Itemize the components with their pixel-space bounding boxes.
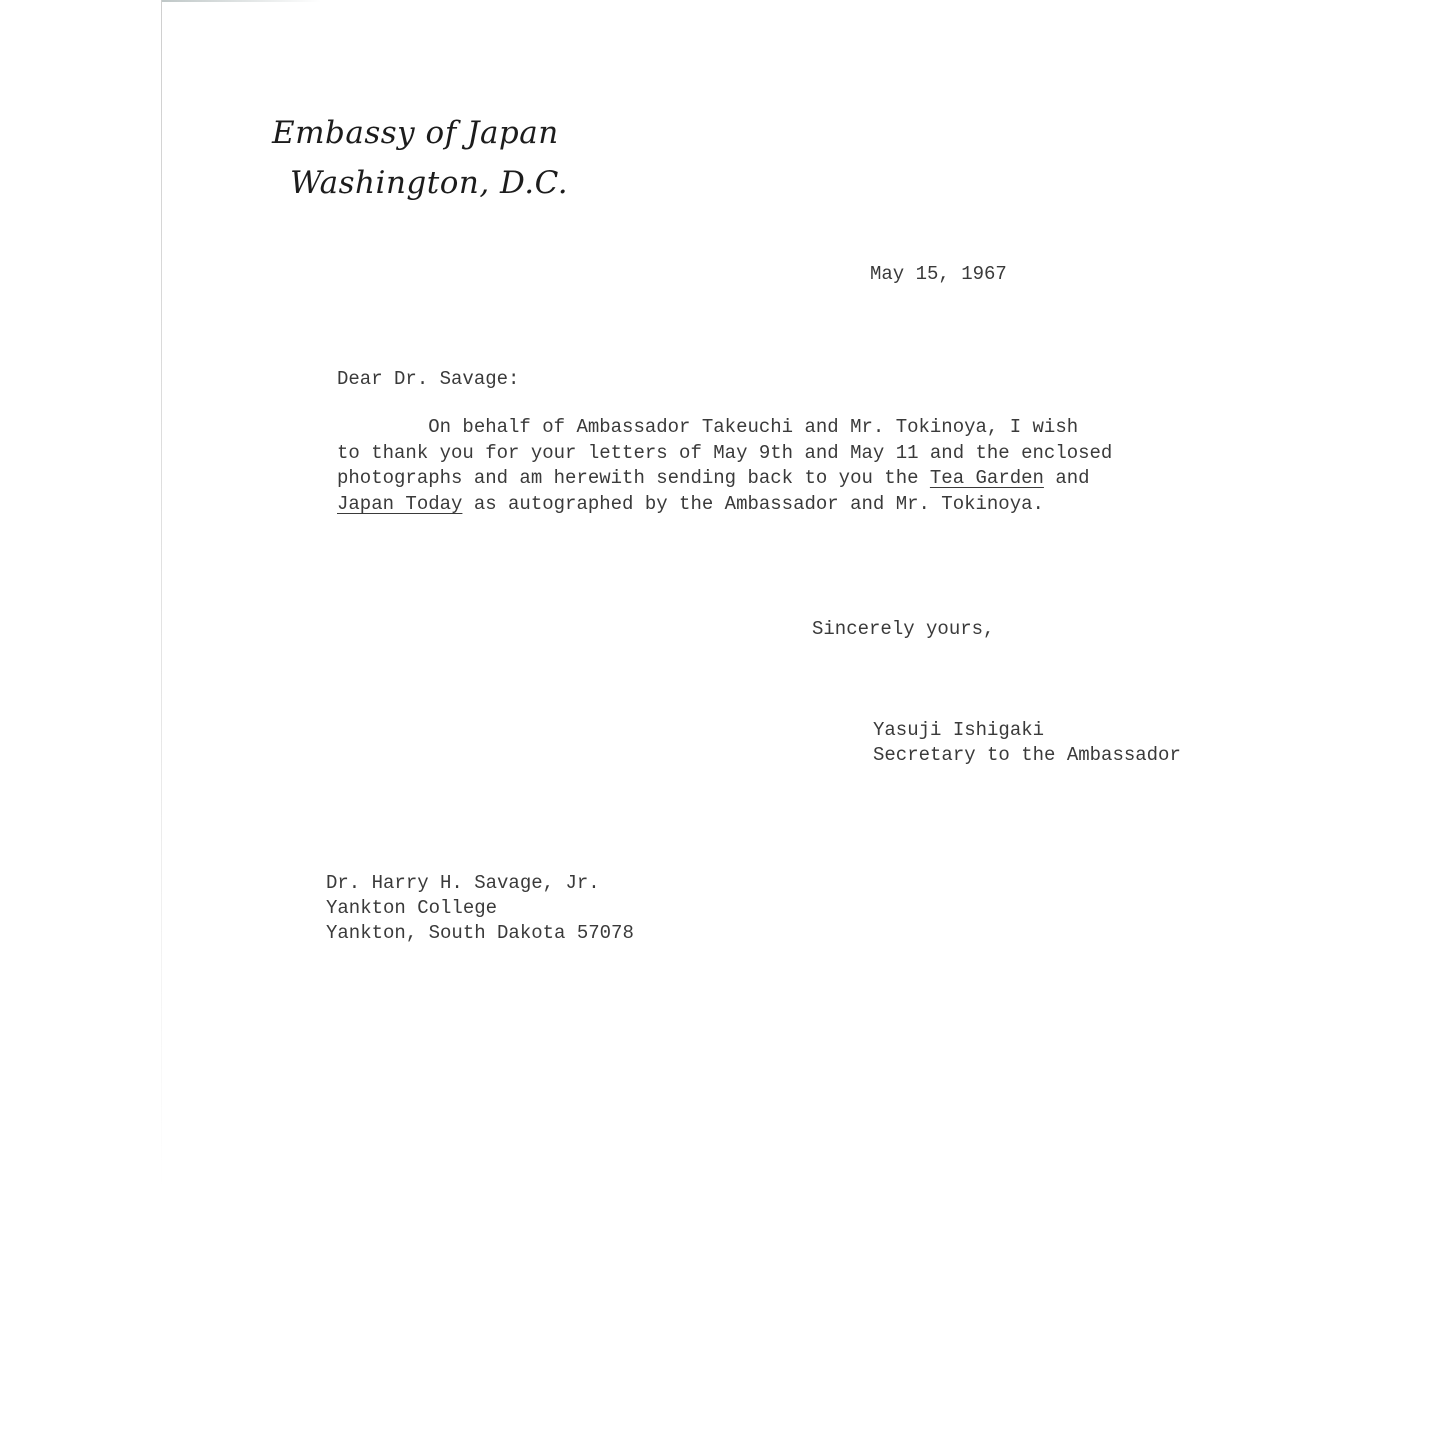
body-line-1: On behalf of Ambassador Takeuchi and Mr. Tokinoya, I wish — [337, 416, 1079, 438]
book-title-tea-garden: Tea Garden — [929, 467, 1044, 489]
signature-block — [873, 718, 1181, 768]
letterhead-embassy: Embassy of Japan — [272, 115, 559, 151]
body-line-2: to thank you for your letters of May 9th and May 11 and the enclosed — [337, 441, 1113, 464]
letterhead-city: Washington, D.C. — [290, 165, 569, 201]
address-line-3: Yankton, South Dakota 57078 — [326, 922, 634, 944]
letter-body — [337, 415, 1112, 517]
letter-date: May 15, 1967 — [870, 263, 1007, 285]
book-title-japan-today: Japan Today — [337, 492, 463, 515]
body-line-3-end: and — [1043, 467, 1090, 489]
closing: Sincerely yours, — [812, 618, 995, 640]
signer-name: Yasuji Ishigaki — [873, 719, 1045, 741]
body-line-4-end: as autographed by the Ambassador and Mr. Tokinoya. — [462, 492, 1044, 515]
address-line-2: Yankton College — [326, 897, 498, 919]
letterhead — [272, 108, 568, 208]
body-line-3-start: photographs and am herewith sending back to you the — [337, 467, 930, 489]
page-top-edge — [161, 0, 321, 2]
recipient-address — [326, 871, 634, 946]
salutation: Dear Dr. Savage: — [337, 368, 520, 390]
signer-title: Secretary to the Ambassador — [873, 744, 1181, 766]
address-line-1: Dr. Harry H. Savage, Jr. — [326, 872, 600, 894]
page-left-edge — [161, 0, 162, 1190]
